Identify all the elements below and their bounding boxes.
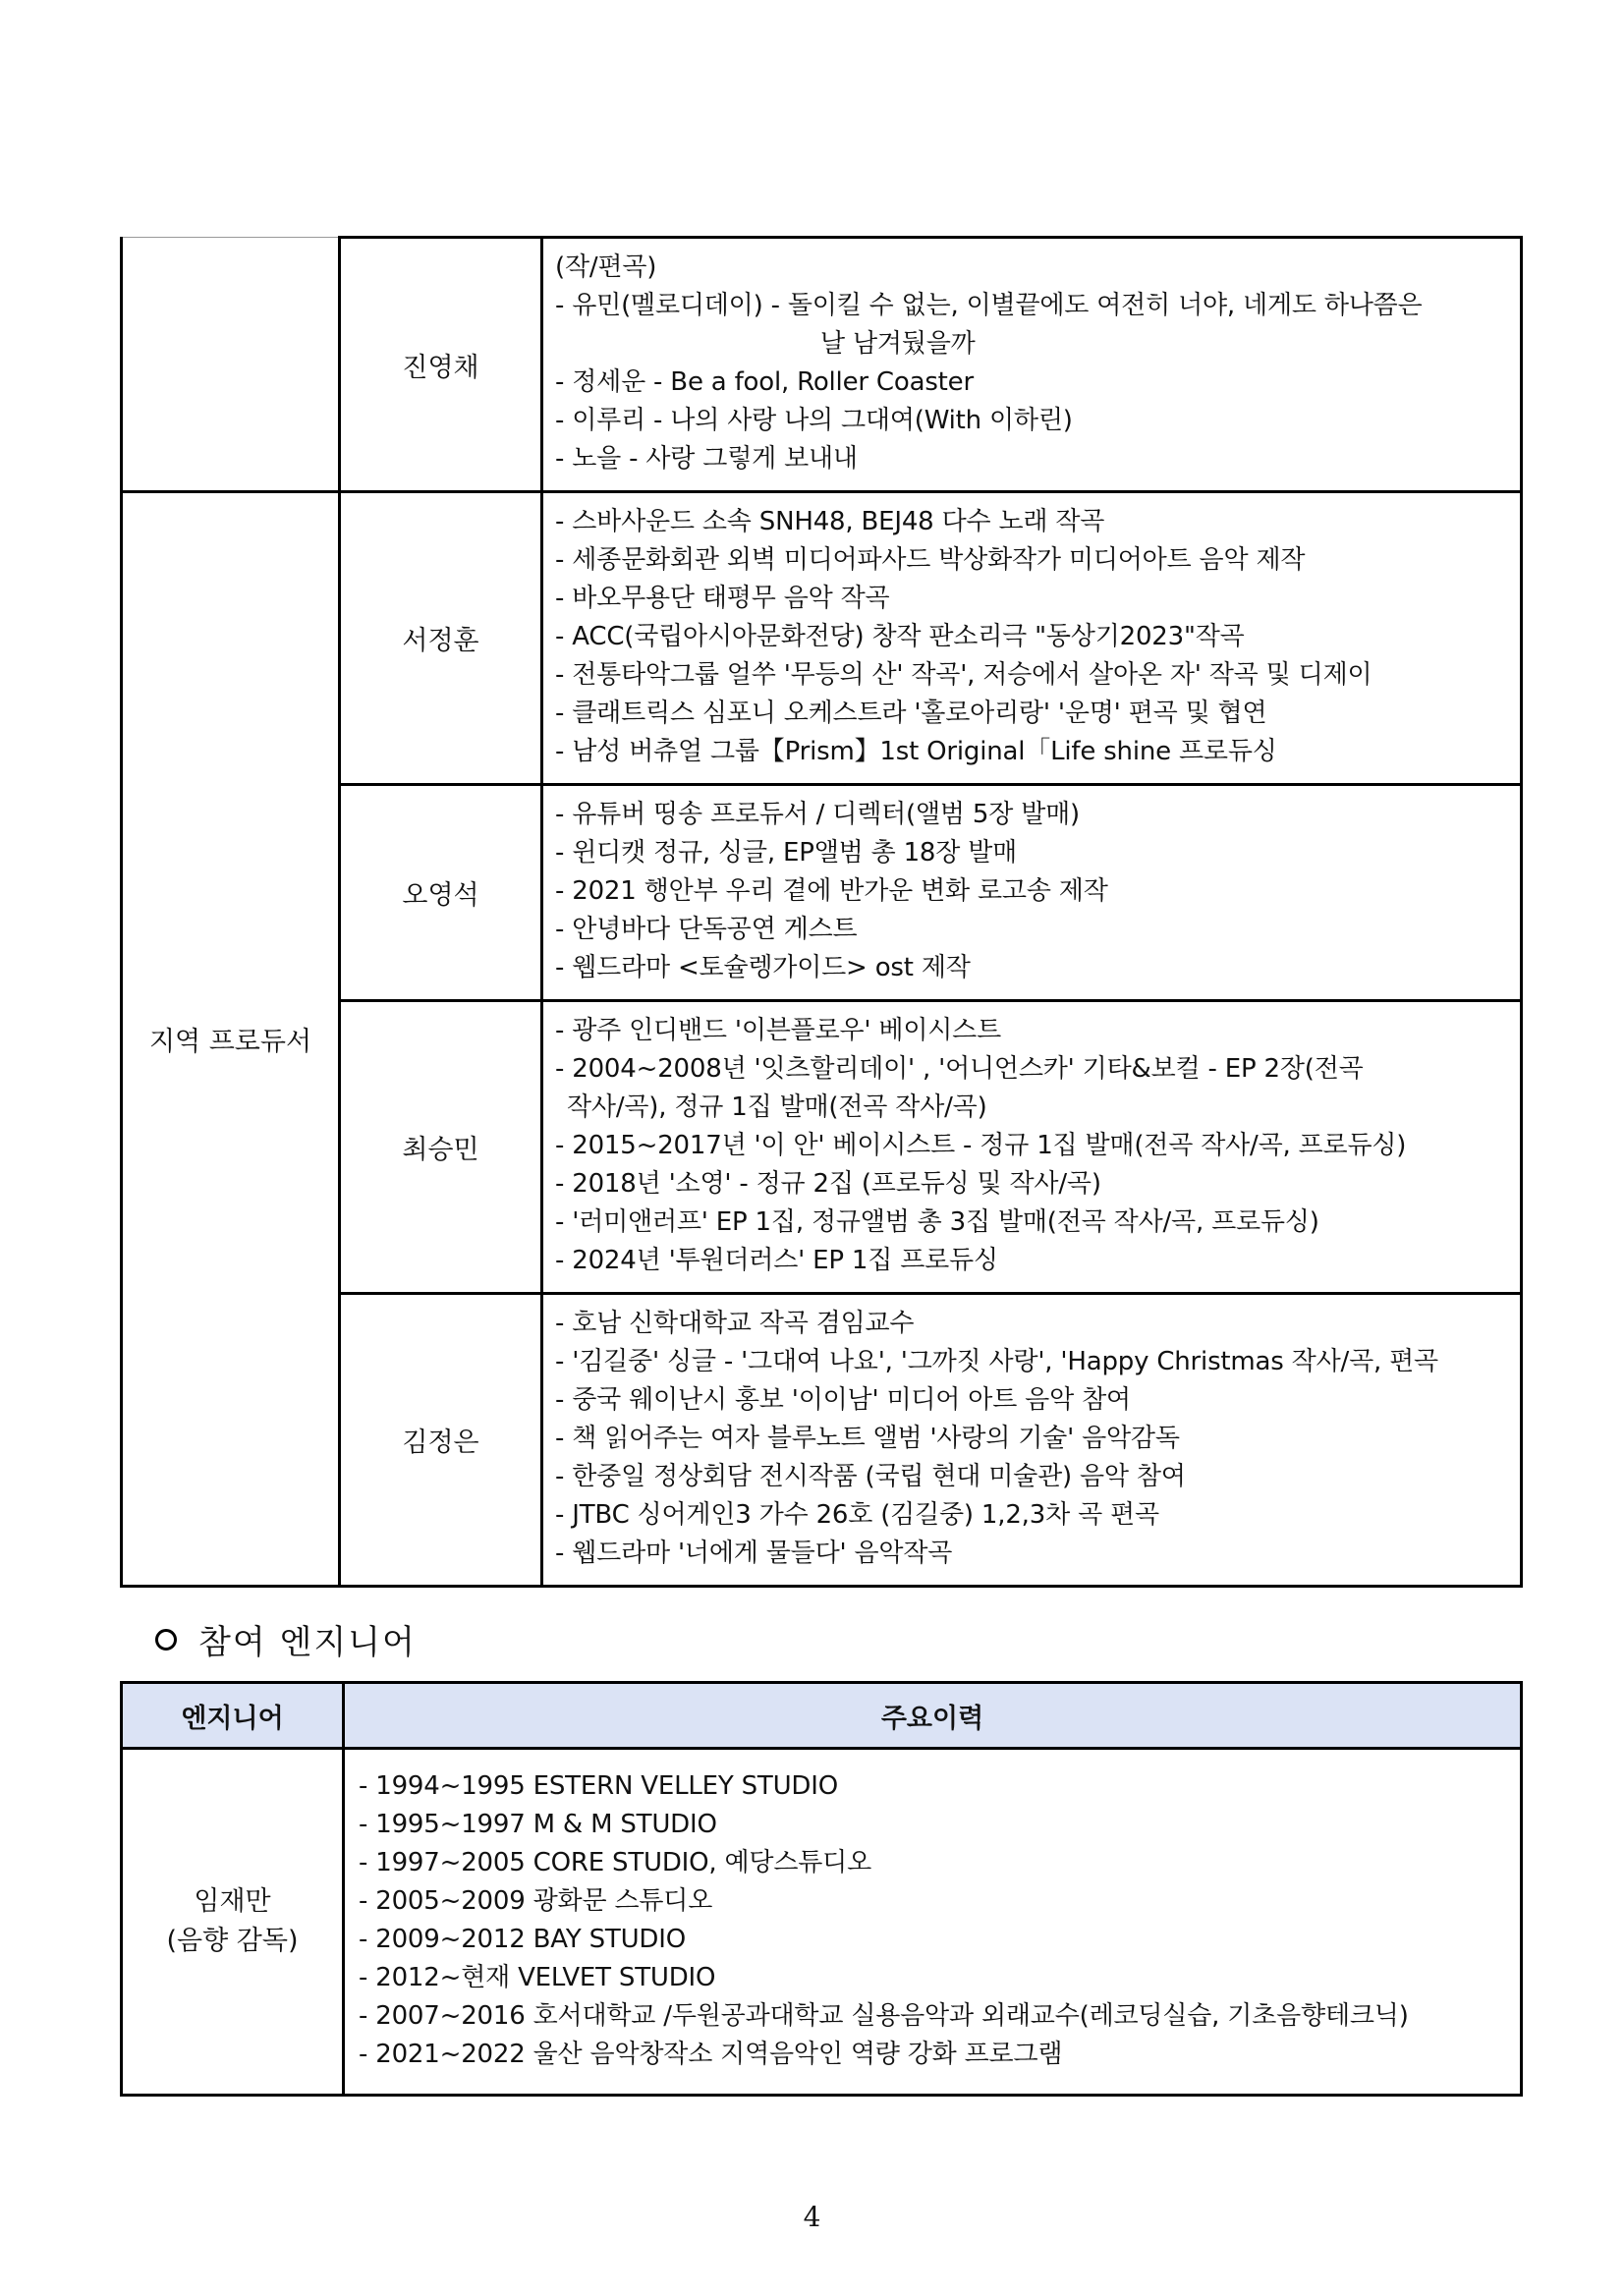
career-line: - 정세운 - Be a fool, Roller Coaster xyxy=(555,367,974,397)
career-line: - 이루리 - 나의 사랑 나의 그대여(With 이하린) xyxy=(555,406,1073,435)
career-line: - 유민(멜로디데이) - 돌이킬 수 없는, 이별끝에도 여전히 너야, 네게도 하나쯤은 xyxy=(555,291,1423,320)
career-line: - 1995~1997 M & M STUDIO xyxy=(359,1810,717,1839)
career-line: - 2015~2017년 '이 안' 베이시스트 - 정규 1집 발매(전곡 작사/곡, 프로듀싱) xyxy=(555,1131,1407,1160)
career-line: - 세종문화회관 외벽 미디어파사드 박상화작가 미디어아트 음악 제작 xyxy=(555,545,1306,575)
career-line: - 2004~2008년 '잇츠할리데이' , '어니언스카' 기타&보컬 - EP 2장(전곡 xyxy=(555,1054,1364,1084)
career-line: - 2009~2012 BAY STUDIO xyxy=(359,1925,686,1954)
career-line: - 바오무용단 태평무 음악 작곡 xyxy=(555,584,890,613)
career-line: - 안녕바다 단독공연 게스트 xyxy=(555,915,858,944)
producer-name: 서정훈 xyxy=(340,492,542,785)
career-line: - '러미앤러프' EP 1집, 정규앨범 총 3집 발매(전곡 작사/곡, 프로듀싱) xyxy=(555,1207,1319,1237)
career-line: - 2007~2016 호서대학교 /두원공과대학교 실용음악과 외래교수(레코딩실습, 기초음향테크닉) xyxy=(359,2001,1409,2031)
career-line: - 남성 버츄얼 그룹【Prism】1st Original「Life shine 프로듀싱 xyxy=(555,737,1277,766)
career-line: - 한중일 정상회담 전시작품 (국립 현대 미술관) 음악 참여 xyxy=(555,1462,1186,1491)
section-heading-text: 참여 엔지니어 xyxy=(198,1623,417,1662)
career-line: - 2005~2009 광화문 스튜디오 xyxy=(359,1886,713,1916)
table-row xyxy=(122,238,1522,492)
engineer-name-cell xyxy=(122,1749,344,2096)
engineer-name: 임재만 xyxy=(194,1886,271,1917)
career-line: - 1997~2005 CORE STUDIO, 예당스튜디오 xyxy=(359,1848,872,1877)
career-line: - 2024년 '투원더러스' EP 1집 프로듀싱 xyxy=(555,1246,998,1275)
hollow-circle-bullet-icon xyxy=(155,1629,177,1651)
header-career: 주요이력 xyxy=(344,1683,1522,1749)
career-line: - 전통타악그룹 얼쑤 '무등의 산' 작곡', 저승에서 살아온 자' 작곡 및 디제이 xyxy=(555,660,1372,690)
page-number: 4 xyxy=(803,2201,821,2233)
career-line: - 2018년 '소영' - 정규 2집 (프로듀싱 및 작사/곡) xyxy=(555,1169,1101,1199)
career-line: - JTBC 싱어게인3 가수 26호 (김길중) 1,2,3차 곡 편곡 xyxy=(555,1500,1159,1530)
producer-career-cell xyxy=(542,785,1522,1001)
career-line: - 웹드라마 '너에게 물들다' 음악작곡 xyxy=(555,1539,953,1568)
producer-career-cell xyxy=(542,238,1522,492)
career-line: - 2012~현재 VELVET STUDIO xyxy=(359,1963,716,1992)
career-line: - 광주 인디밴드 '이븐플로우' 베이시스트 xyxy=(555,1016,1001,1045)
career-line: - 노을 - 사랑 그렇게 보내내 xyxy=(555,444,858,474)
engineer-career-cell xyxy=(344,1749,1522,2096)
table-row xyxy=(122,492,1522,785)
producer-name: 오영석 xyxy=(340,785,542,1001)
engineer-table xyxy=(120,1681,1523,2097)
career-line: - 1994~1995 ESTERN VELLEY STUDIO xyxy=(359,1771,838,1801)
producer-name: 최승민 xyxy=(340,1001,542,1294)
career-line: - ACC(국립아시아문화전당) 창작 판소리극 "동상기2023"작곡 xyxy=(555,622,1245,651)
engineer-role: (음향 감독) xyxy=(166,1926,299,1956)
career-line: - 중국 웨이난시 홍보 '이이남' 미디어 아트 음악 참여 xyxy=(555,1385,1131,1415)
producer-career-cell xyxy=(542,1001,1522,1294)
producer-career-cell xyxy=(542,1294,1522,1587)
career-line: 작사/곡), 정규 1집 발매(전곡 작사/곡) xyxy=(567,1092,987,1122)
header-engineer: 엔지니어 xyxy=(122,1683,344,1749)
category-cell-continued xyxy=(122,238,340,492)
career-line: - 클래트릭스 심포니 오케스트라 '홀로아리랑' '운명' 편곡 및 협연 xyxy=(555,699,1267,728)
category-cell: 지역 프로듀서 xyxy=(122,492,340,1587)
producer-name: 김정은 xyxy=(340,1294,542,1587)
section-heading xyxy=(155,1615,417,1663)
producer-career-cell xyxy=(542,492,1522,785)
career-line: - 호남 신학대학교 작곡 겸임교수 xyxy=(555,1309,915,1338)
table-row xyxy=(122,1749,1522,2096)
producer-name: 진영채 xyxy=(340,238,542,492)
career-line: - 2021 행안부 우리 곁에 반가운 변화 로고송 제작 xyxy=(555,876,1108,906)
career-line: (작/편곡) xyxy=(555,252,657,282)
career-line: - 윈디캣 정규, 싱글, EP앨범 총 18장 발매 xyxy=(555,838,1018,868)
engineer-table-header xyxy=(122,1683,1522,1749)
career-line: - 스바사운드 소속 SNH48, BEJ48 다수 노래 작곡 xyxy=(555,507,1105,536)
career-line: - 책 읽어주는 여자 블루노트 앨범 '사랑의 기술' 음악감독 xyxy=(555,1424,1180,1453)
producer-table xyxy=(120,236,1523,1588)
career-line: 날 남겨뒀을까 xyxy=(820,329,976,359)
career-line: - '김길중' 싱글 - '그대여 나요', '그까짓 사랑', 'Happy Christmas 작사/곡, 편곡 xyxy=(555,1347,1438,1376)
career-line: - 유튜버 띵송 프로듀서 / 디렉터(앨범 5장 발매) xyxy=(555,800,1080,829)
career-line: - 2021~2022 울산 음악창작소 지역음악인 역량 강화 프로그램 xyxy=(359,2040,1063,2069)
career-line: - 웹드라마 <토슐렝가이드> ost 제작 xyxy=(555,953,971,982)
